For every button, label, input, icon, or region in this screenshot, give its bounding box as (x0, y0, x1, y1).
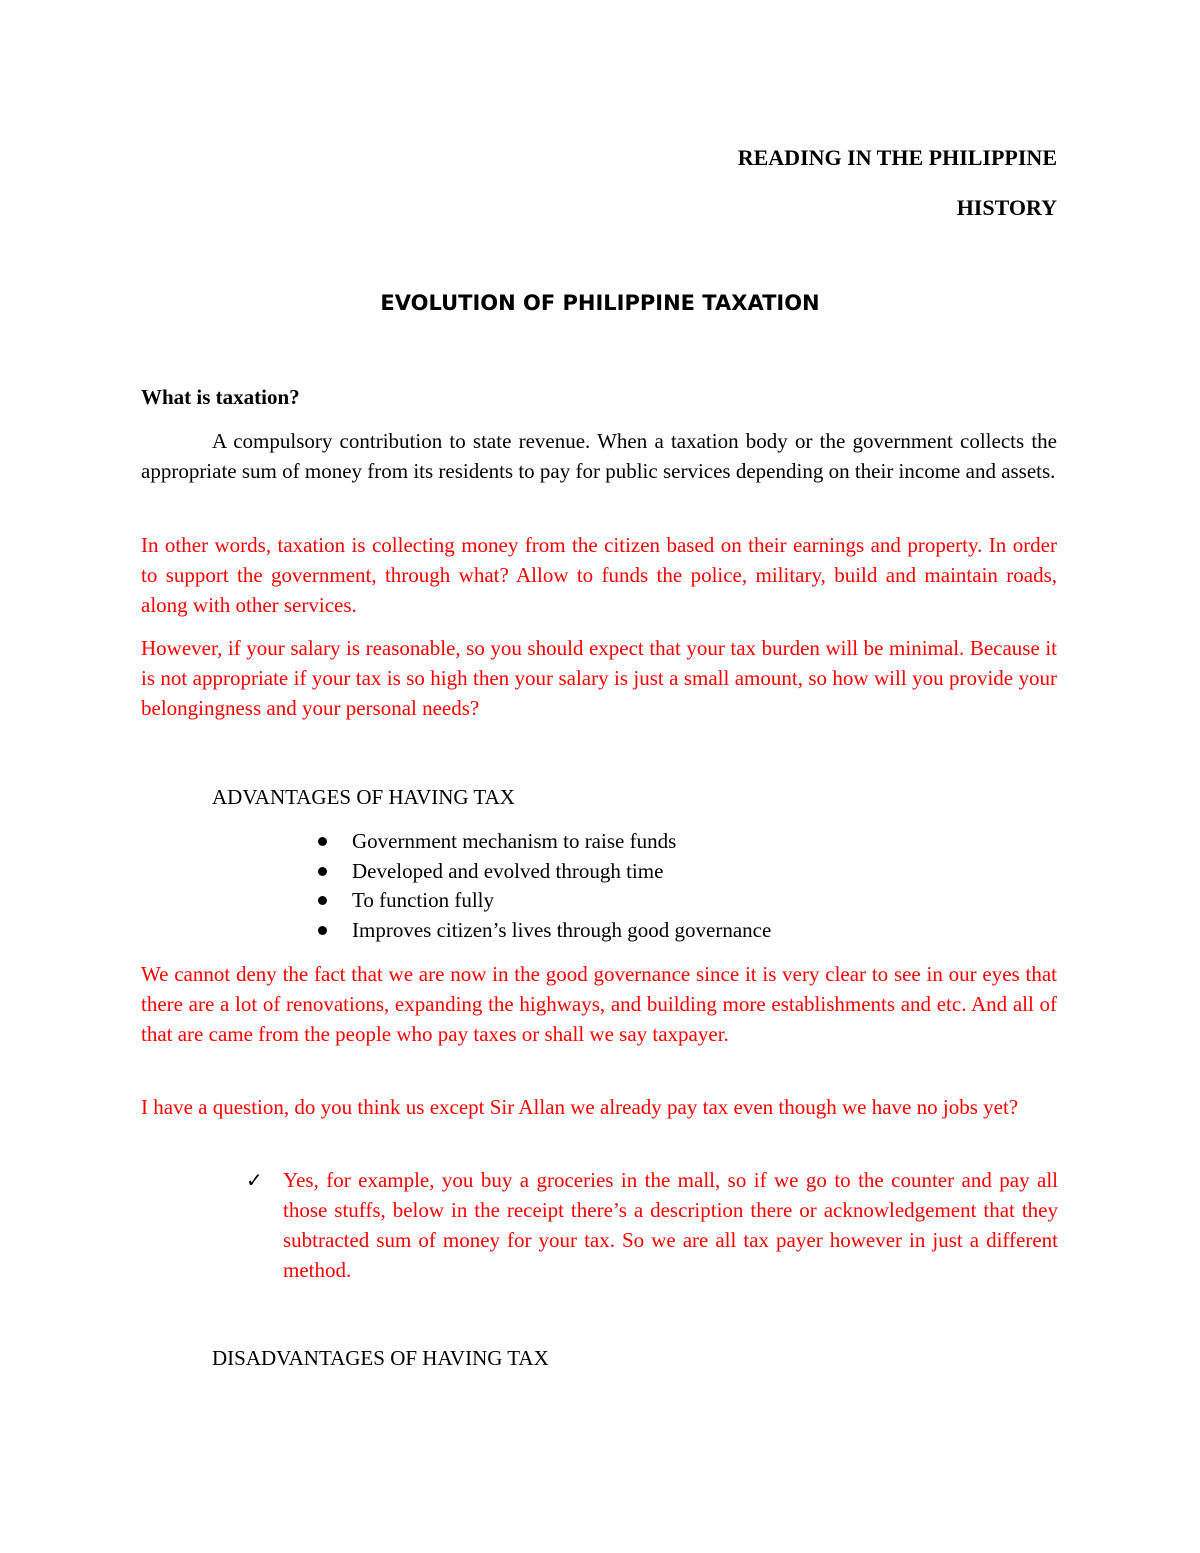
bullet-icon (318, 926, 327, 935)
explanation-paragraph: In other words, taxation is collecting money from the citizen based on their earnings and property. In order to support the government, through what? Allow to funds the police, military, build and maintain roads, along with other services. (141, 533, 1057, 617)
advantages-heading: ADVANTAGES OF HAVING TAX (212, 785, 515, 809)
answer-checklist-item (246, 1165, 1058, 1285)
definition-paragraph: A compulsory contribution to state revenue. When a taxation body or the government collects the appropriate sum of money from its residents to pay for public services depending on their income and assets. (141, 429, 1057, 483)
list-item: Developed and evolved through time (316, 856, 1016, 886)
bullet-icon (318, 867, 327, 876)
checkmark-icon: ✓ (246, 1168, 263, 1192)
bullet-icon (318, 837, 327, 846)
course-title-line2: HISTORY (956, 195, 1057, 220)
course-title-line1: READING IN THE PHILIPPINE (737, 145, 1057, 170)
list-item: Improves citizen’s lives through good governance (316, 915, 1016, 945)
list-item: Government mechanism to raise funds (316, 826, 1016, 856)
advantages-list (316, 826, 1016, 944)
section-question-heading: What is taxation? (141, 385, 300, 409)
question-paragraph: I have a question, do you think us except Sir Allan we already pay tax even though we have no jobs yet? (141, 1095, 1019, 1119)
answer-text: Yes, for example, you buy a groceries in the mall, so if we go to the counter and pay all those stuffs, below in the receipt there’s a description there or acknowledgement that they subtracted sum of money for your tax. So we are all tax payer however in just a different method. (283, 1168, 1058, 1282)
disadvantages-heading: DISADVANTAGES OF HAVING TAX (212, 1346, 549, 1370)
opinion-paragraph: However, if your salary is reasonable, so you should expect that your tax burden will be minimal. Because it is not appropriate if your tax is so high then your salary is just a small amount, so how will you provide your belongingness and your personal needs? (141, 636, 1057, 720)
document-title: EVOLUTION OF PHILIPPINE TAXATION (380, 291, 820, 315)
list-item: To function fully (316, 885, 1016, 915)
bullet-icon (318, 896, 327, 905)
governance-paragraph: We cannot deny the fact that we are now in the good governance since it is very clear to see in our eyes that there are a lot of renovations, expanding the highways, and building more establishments and etc. And all of that are came from the people who pay taxes or shall we say taxpayer. (141, 962, 1057, 1046)
